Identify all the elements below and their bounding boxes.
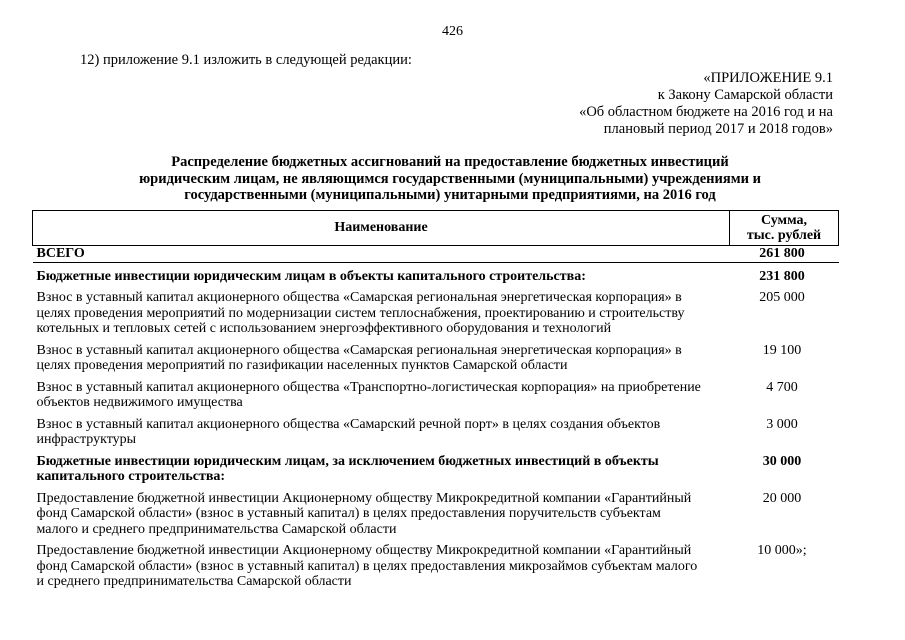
row-name: Взнос в уставный капитал акционерного общества «Самарская региональная энергетическая корпорация» в целях проведения мероприятий по газификации населенных пунктов Самарской области	[36, 342, 682, 373]
row-name: Предоставление бюджетной инвестиции Акционерному обществу Микрокредитной компании «Гарантийный фонд Самарской области» (взнос в уставный капитал) в целях предоставления микрозаймов субъектам малого и среднего предпринимательства Самарской области	[36, 543, 698, 589]
table-row-section	[33, 262, 839, 290]
appendix-header-line: «Об областном бюджете на 2016 год и на	[579, 104, 833, 120]
row-name: ВСЕГО	[33, 246, 730, 263]
appendix-header	[579, 70, 833, 138]
intro-text: 12) приложение 9.1 изложить в следующей редакции:	[80, 52, 412, 68]
page-number: 426	[442, 24, 463, 39]
table-header-row	[33, 211, 839, 246]
row-sum: 19 100	[762, 342, 802, 358]
table-row	[33, 290, 839, 343]
document-title-line: юридическим лицам, не являющимся государственными (муниципальными) учреждениями и	[139, 170, 761, 187]
appendix-header-line: «ПРИЛОЖЕНИЕ 9.1	[703, 70, 833, 86]
row-name: Взнос в уставный капитал акционерного общества «Самарский речной порт» в целях создания объектов инфраструктуры	[36, 416, 661, 447]
table-row	[33, 343, 839, 380]
row-name: Бюджетные инвестиции юридическим лицам в объекты капитального строительства:	[36, 268, 586, 284]
appendix-header-line: к Закону Самарской области	[657, 87, 833, 103]
document-title-line: государственными (муниципальными) унитарными предприятиями, на 2016 год	[184, 187, 716, 203]
table-row-section	[33, 454, 839, 491]
row-sum: 20 000	[762, 490, 802, 506]
table-row	[33, 491, 839, 544]
appendix-header-line: плановый период 2017 и 2018 годов»	[603, 121, 833, 137]
row-sum: 10 000»;	[757, 543, 807, 558]
row-sum: 205 000	[759, 290, 805, 305]
table-row	[33, 380, 839, 417]
header-sum-line: Сумма,	[760, 213, 808, 228]
row-name: Взнос в уставный капитал акционерного общества «Самарская региональная энергетическая корпорация» в целях проведения мероприятий по модернизации систем теплоснабжения, проектированию и строительству котельных и тепловых сетей с использованием энергоэффективного оборудования и технологий	[36, 290, 685, 336]
row-name: Бюджетные инвестиции юридическим лицам, за исключением бюджетных инвестиций в объекты капитального строительства:	[36, 453, 659, 484]
header-sum-line: тыс. рублей	[746, 228, 822, 243]
budget-table	[32, 210, 839, 596]
row-name: Взнос в уставный капитал акционерного общества «Транспортно-логистическая корпорация» на приобретение объектов недвижимого имущества	[36, 379, 701, 410]
document-title	[60, 154, 840, 204]
row-sum: 3 000	[766, 416, 798, 432]
table-row	[33, 543, 839, 596]
header-sum	[730, 211, 839, 246]
row-name: Предоставление бюджетной инвестиции Акционерному обществу Микрокредитной компании «Гарантийный фонд Самарской области» (взнос в уставный капитал) в целях предоставления поручительств субъектам малого и среднего предпринимательства Самарской области	[36, 490, 692, 537]
row-sum: 261 800	[730, 246, 839, 263]
table-row-total	[33, 246, 839, 263]
row-sum: 30 000	[762, 453, 802, 469]
row-sum: 231 800	[759, 268, 805, 284]
row-sum: 4 700	[766, 379, 798, 395]
document-title-line: Распределение бюджетных ассигнований на предоставление бюджетных инвестиций	[171, 154, 729, 170]
header-name: Наименование	[33, 211, 730, 246]
table-row	[33, 417, 839, 454]
